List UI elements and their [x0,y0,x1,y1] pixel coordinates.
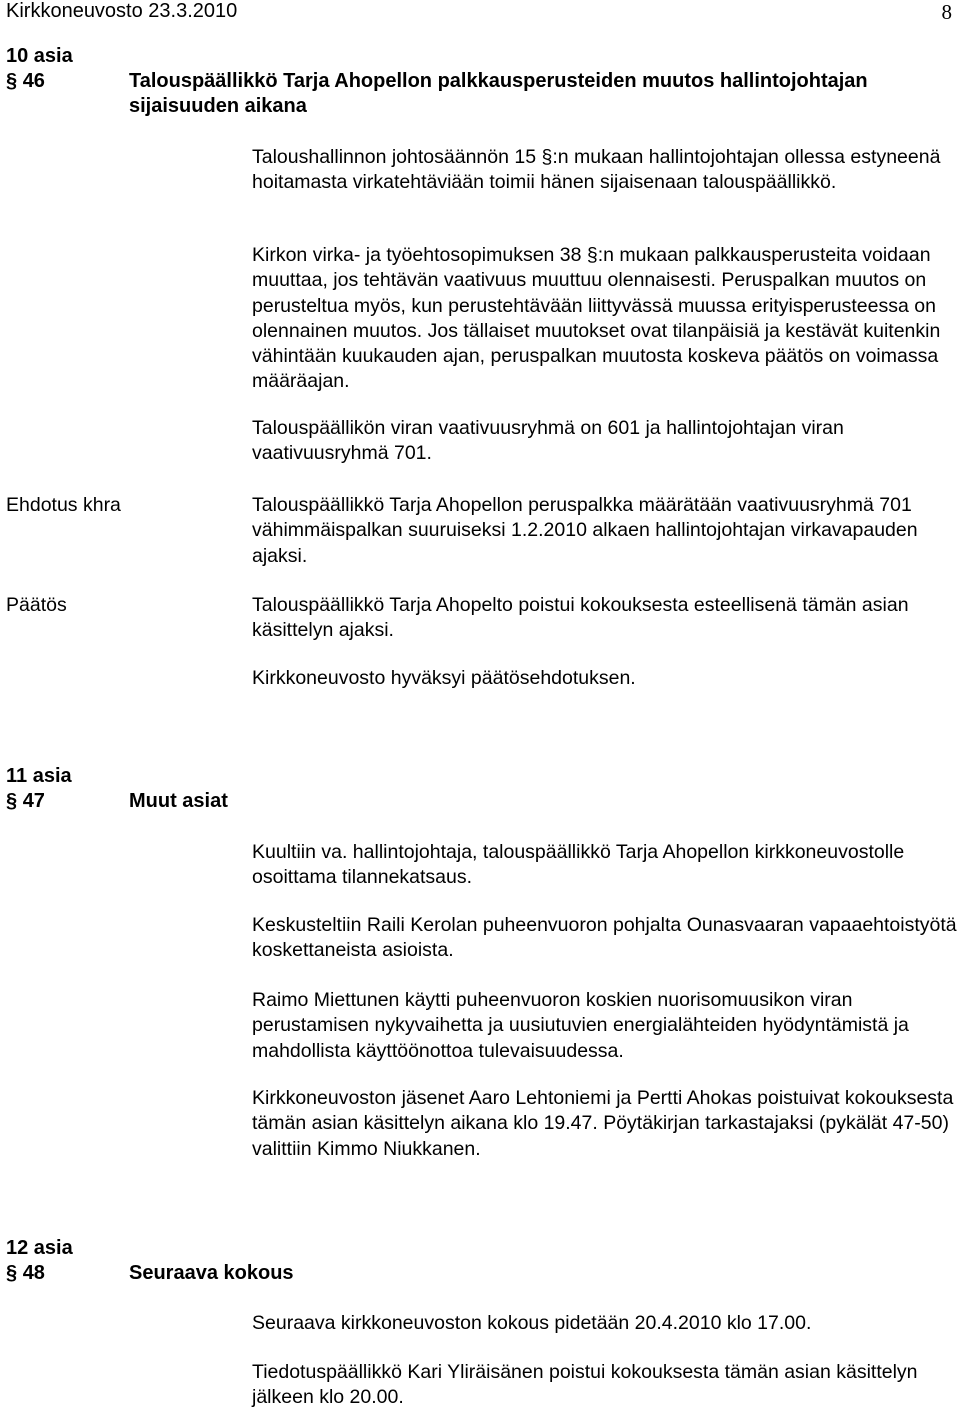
body-paragraph: Kirkon virka- ja työehtosopimuksen 38 §:n mukaan palkkausperusteita voidaan muuttaa, jos tehtävän vaativuus muuttuu olennaisesti. Peruspalkan muutos on perusteltua myös, kun perustehtävään liittyvässä muussa erityisperusteessa on olennainen muutos. Jos tällaiset muutokset ovat tilanpäisiä ja kestävät kuitenkin vähintään kuukauden ajan, peruspalkan muutosta koskeva päätös on voimassa määräajan. [252,244,941,393]
agenda-item-heading [6,69,954,119]
paragraph-number: 47 [22,790,45,812]
body-paragraph: Taloushallinnon johtosäännön 15 §:n mukaan hallintojohtajan ollessa estyneenä hoitamasta virkatehtäviään toimii hänen sijaisenaan talouspäällikkö. [252,146,941,194]
agenda-item-46 [6,44,954,119]
agenda-item-title: Seuraava kokous [129,1262,294,1284]
agenda-item-48 [6,1236,954,1286]
paragraph-number: 48 [22,1262,45,1284]
page-header [6,0,952,30]
body-paragraph: Raimo Miettunen käytti puheenvuoron koskien nuorisomuusikon viran perustamisen nykyvaihetta ja uusiutuvien energialähteiden hyödyntämistä ja mahdollista käyttöönottoa tulevaisuudessa. [252,989,909,1062]
proposal-text: Talouspäällikkö Tarja Ahopellon peruspalkka määrätään vaativuusryhmä 701 vähimmäispalkan suuruiseksi 1.2.2010 alkaen hallintojohtajan virkavapauden ajaksi. [252,494,918,567]
proposal-label: Ehdotus khra [6,494,121,516]
decision-text: Kirkkoneuvosto hyväksyi päätösehdotuksen. [252,667,636,689]
body-paragraph: Kuultiin va. hallintojohtaja, talouspäällikkö Tarja Ahopellon kirkkoneuvostolle osoittama tilannekatsaus. [252,841,905,889]
agenda-item-label: 12 asia [6,1237,73,1259]
decision-label: Päätös [6,594,67,616]
section-symbol: § [6,790,18,812]
section-symbol: § [6,1262,18,1284]
agenda-item-label: 11 asia [6,765,72,787]
page-number: 8 [941,0,952,24]
decision-text: Talouspäällikkö Tarja Ahopelto poistui kokouksesta esteellisenä tämän asian käsittelyn ajaksi. [252,594,909,642]
agenda-item-heading [6,1261,954,1286]
body-paragraph: Seuraava kirkkoneuvoston kokous pidetään 20.4.2010 klo 17.00. [252,1312,812,1334]
section-symbol: § [6,70,18,92]
agenda-item-47 [6,764,954,814]
meeting-date-header: Kirkkoneuvosto 23.3.2010 [6,0,238,22]
body-paragraph: Talouspäällikön viran vaativuusryhmä on 601 ja hallintojohtajan viran vaativuusryhmä 701. [252,417,844,465]
agenda-item-title: Talouspäällikkö Tarja Ahopellon palkkausperusteiden muutos hallintojohtajan sijaisuuden aikana [129,70,868,117]
agenda-item-heading [6,789,954,814]
agenda-item-46-body [252,145,960,196]
body-paragraph: Kirkkoneuvoston jäsenet Aaro Lehtoniemi ja Pertti Ahokas poistuivat kokouksesta tämän asian käsittelyn aikana klo 19.47. Pöytäkirjan tarkastajaksi (pykälät 47-50) valittiin Kimmo Niukkanen. [252,1087,954,1160]
agenda-item-label: 10 asia [6,45,73,67]
body-paragraph: Keskusteltiin Raili Kerolan puheenvuoron pohjalta Ounasvaaran vapaaehtoistyötä koskettaneista asioista. [252,914,957,962]
agenda-item-title: Muut asiat [129,790,228,812]
body-paragraph: Tiedotuspäällikkö Kari Yliräisänen poistui kokouksesta tämän asian käsittelyn jälkeen klo 20.00. [252,1361,918,1409]
paragraph-number: 46 [22,70,45,92]
